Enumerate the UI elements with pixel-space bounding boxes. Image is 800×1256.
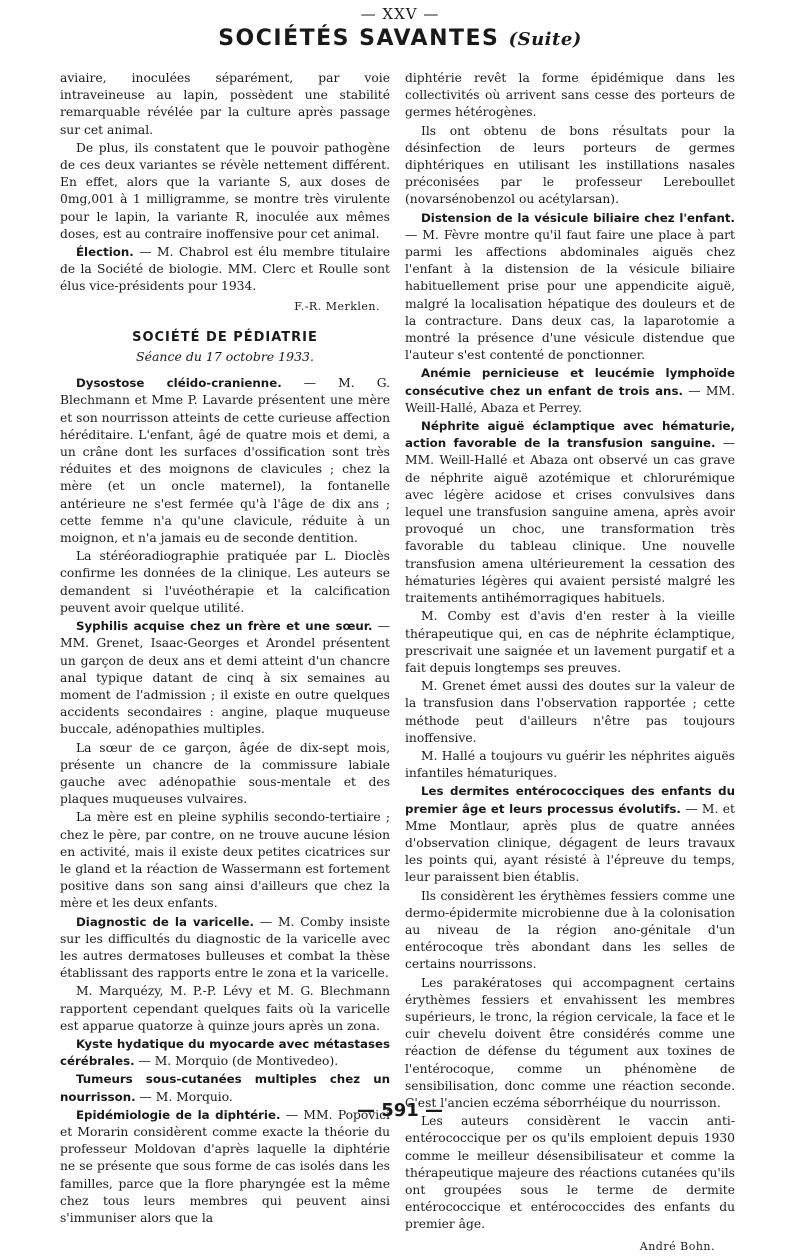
paragraph: diphtérie revêt la forme épidémique dans les collectivités où arrivent sans cesse des porteurs de germes hétérogènes.: [405, 71, 735, 120]
item-text: — MM. Grenet, Isaac-Georges et Arondel présentent un garçon de deux ans et demi atteint d'un chancre anal typique datant de cinq à six semaines au moment de l'admission ; il existe en outre quelques accidents secondaires : angine, plaque muqueuse buccale, adénopathies multiples.: [60, 619, 390, 737]
item-heading: Élection.: [76, 245, 134, 260]
communication: [405, 783, 735, 886]
item-heading: Dysostose cléido-cranienne.: [76, 376, 282, 391]
paragraph: M. Hallé a toujours vu guérir les néphrites aiguës infantiles hématuriques.: [405, 748, 735, 781]
item-heading: Tumeurs sous-cutanées multiples chez un nourrisson.: [60, 1072, 390, 1104]
communication: [60, 618, 390, 738]
running-title-suffix: (Suite): [508, 29, 582, 50]
paragraph: Ils considèrent les érythèmes fessiers comme une dermo-épidermite microbienne due à la colonisation au niveau de la région ano-génitale d'un entérocoque très abondant dans les selles de certains nourrissons.: [405, 888, 735, 972]
right-column: [405, 70, 735, 1256]
signature: F.-R. Merklen.: [294, 299, 380, 313]
left-column: [60, 70, 390, 1228]
item-text: — M. Morquio.: [135, 1089, 233, 1104]
communication: [60, 1107, 390, 1227]
election-paragraph: [60, 244, 390, 296]
item-text: — M. Chabrol est élu membre titulaire de la Société de biologie. MM. Clerc et Roulle sont élus vice-présidents pour 1934.: [60, 245, 390, 294]
item-heading: Anémie pernicieuse et leucémie lymphoïde consécutive chez un enfant de trois ans.: [405, 366, 735, 398]
communication: [60, 914, 390, 983]
signature: André Bohn.: [639, 1239, 715, 1253]
page-number: — 591 —: [356, 1100, 444, 1121]
communication: [405, 210, 735, 365]
roman-folio: — XXV —: [360, 5, 440, 23]
communication: [60, 375, 390, 547]
paragraph: M. Comby est d'avis d'en rester à la vieille thérapeutique qui, en cas de néphrite éclamptique, prescrivait une saignée et un lavement purgatif et a fait depuis longtemps ses preuves.: [405, 609, 735, 675]
communication: [405, 418, 735, 607]
item-heading: Néphrite aiguë éclamptique avec hématurie, action favorable de la transfusion sanguine.: [405, 419, 735, 451]
item-text: — M. G. Blechmann et Mme P. Lavarde présentent une mère et son nourrisson atteints de cette curieuse affection héréditaire. L'enfant, âgé de quatre mois et demi, a un crâne dont les surfaces d'ossification sont très réduites et des moignons de clavicules ; chez la mère (et un oncle maternel), la fontanelle antérieure ne s'est fermée qu'à l'âge de dix ans ; cette femme n'a qu'une clavicule, réduite à un moignon, et n'a jamais eu de seconde dentition.: [60, 376, 390, 546]
item-text: — M. Comby insiste sur les difficultés du diagnostic de la varicelle avec les autres dermatoses bulleuses et combat la thèse établissant des rapports entre le zona et la varicelle.: [60, 914, 390, 981]
running-title-main: SOCIÉTÉS SAVANTES: [218, 26, 500, 51]
item-text: — M. Fèvre montre qu'il faut faire une place à part parmi les affections abdominales aiguës chez l'enfant à la distension de la vésicule biliaire habituellement prise pour une appendicite aiguë, malgré la localisation hépatique des douleurs et de la contracture. Dans deux cas, la laparotomie a montré la présence d'une vésicule distendue que l'auteur s'est contenté de ponctionner.: [405, 227, 735, 363]
item-heading: Diagnostic de la varicelle.: [76, 914, 255, 929]
running-title: [0, 26, 800, 51]
item-heading: Kyste hydatique du myocarde avec métastases cérébrales.: [60, 1036, 390, 1069]
item-text: — M. Morquio (de Montivedeo).: [134, 1054, 339, 1069]
communication: [60, 1036, 390, 1070]
paragraph: La sœur de ce garçon, âgée de dix-sept mois, présente un chancre de la commissure labiale gauche avec adénopathie sous-mentale et des plaques muqueuses vulvaires.: [60, 740, 390, 807]
item-text: — MM. Popovici et Morarin considèrent comme exacte la théorie du professeur Moldovan d'après laquelle la diphtérie ne se présente que sous forme de cas isolés dans les familles, parce que la flore pharyngée est la même chez tous leurs membres qui peuvent ainsi s'immuniser alors que la: [60, 1107, 390, 1225]
paragraph: La stéréoradiographie pratiquée par L. Dioclès confirme les données de la clinique. Les auteurs se demandent si l'uvéothérapie et la calcification peuvent avoir quelque utilité.: [60, 549, 390, 615]
item-heading: Epidémiologie de la diphtérie.: [76, 1107, 281, 1122]
paragraph: Ils ont obtenu de bons résultats pour la désinfection de leurs porteurs de germes diphtériques en utilisant les instillations nasales préconisées par le professeur Lereboullet (novarsénobenzol ou acétylarsan).: [405, 123, 735, 207]
item-text: — MM. Weill-Hallé et Abaza ont observé un cas grave de néphrite aiguë azotémique et chlorurémique avec légère acidose et crises convulsives dans lequel une transfusion sanguine amena, après avoir provoqué un choc, une transformation très favorable du tableau clinique. Une nouvelle transfusion amena ultérieurement la cessation des hématuries légères qui avaient persisté malgré les traitements antihémorragiques habituels.: [405, 436, 735, 606]
paragraph: aviaire, inoculées séparément, par voie intraveineuse au lapin, possèdent une stabilité remarquable révélée par la culture après passage sur cet animal.: [60, 71, 390, 137]
paragraph: Les parakératoses qui accompagnent certains érythèmes fessiers et envahissent les membres supérieurs, le tronc, la région cervicale, la face et le cuir chevelu doivent être considérés comme une réaction de défense du tégument aux toxines de l'entérocoque, comme un phénomène de sensibilisation, donc comme une réaction seconde. C'est l'ancien eczéma séborrhéique du nourrisson.: [405, 975, 735, 1110]
item-heading: Distension de la vésicule biliaire chez l'enfant.: [421, 210, 735, 225]
item-text: — MM. Weill-Hallé, Abaza et Perrey.: [405, 383, 735, 415]
section-title: SOCIÉTÉ DE PÉDIATRIE: [132, 329, 318, 345]
item-text: — M. et Mme Montlaur, après plus de quatre années d'observation clinique, dégagent de leurs travaux les points qui, ayant résisté à l'épreuve du temps, leur paraissent bien établis.: [405, 801, 735, 885]
section-session-date: Séance du 17 octobre 1933.: [136, 349, 314, 365]
paragraph: De plus, ils constatent que le pouvoir pathogène de ces deux variantes se révèle nettement différent. En effet, alors que la variante S, aux doses de 0mg,001 à 1 milligramme, se montre très virulente pour le lapin, la variante R, inoculée aux mêmes doses, est au contraire inoffensive pour cet animal.: [60, 140, 390, 241]
paragraph: M. Grenet émet aussi des doutes sur la valeur de la transfusion dans l'observation rapportée ; cette méthode peut d'ailleurs n'être pas toujours inoffensive.: [405, 679, 735, 745]
paragraph: M. Marquézy, M. P.-P. Lévy et M. G. Blechmann rapportent cependant quelques faits où la varicelle est apparue quatorze à quinze jours après un zona.: [60, 984, 390, 1033]
paragraph: La mère est en pleine syphilis secondo-tertiaire ; chez le père, par contre, on ne trouve aucune lésion en activité, mais il existe deux petites cicatrices sur le gland et la réaction de Wassermann est fortement positive dans son sang ainsi d'ailleurs que chez la mère et les deux enfants.: [60, 810, 390, 911]
paragraph: Les auteurs considèrent le vaccin anti-entérococcique per os qu'ils emploient depuis 1930 comme le meilleur désensibilisateur et comme la thérapeutique majeure des réactions cutanées qu'ils ont groupées sous le terme de dermite entérococcique et entérococcides des enfants du premier âge.: [405, 1114, 735, 1232]
item-heading: Les dermites entérococciques des enfants du premier âge et leurs processus évolutifs.: [405, 784, 735, 816]
item-heading: Syphilis acquise chez un frère et une sœur.: [76, 619, 373, 634]
communication: [405, 365, 735, 417]
